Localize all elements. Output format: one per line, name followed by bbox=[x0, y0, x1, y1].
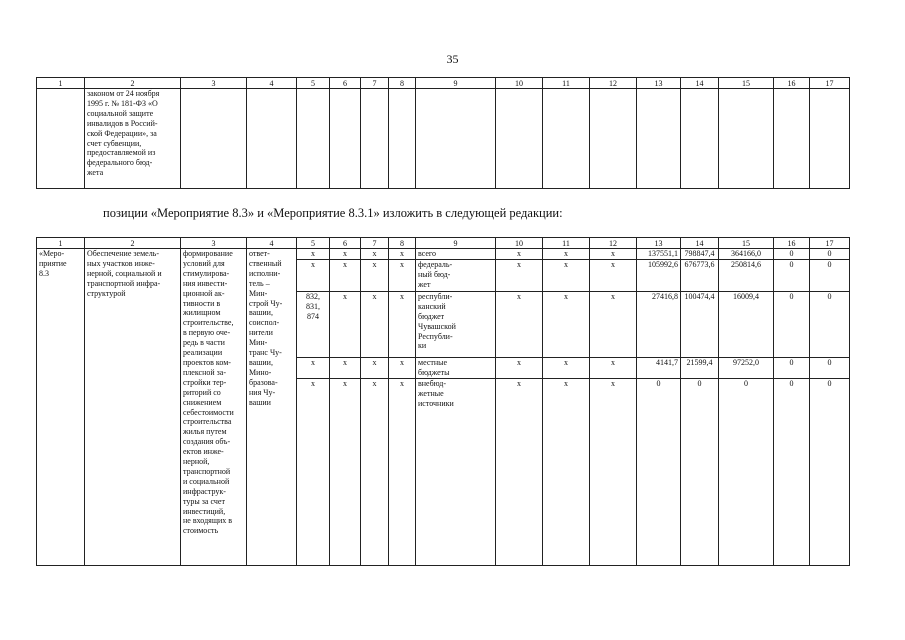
cell-c11: x bbox=[543, 259, 590, 291]
cell-c10: x bbox=[496, 249, 543, 260]
cell-c6: x bbox=[330, 259, 361, 291]
cell-c13: 0 bbox=[637, 378, 681, 565]
column-number: 3 bbox=[181, 238, 247, 249]
table-row bbox=[37, 249, 850, 260]
cell-c17: 0 bbox=[810, 249, 850, 260]
table-row bbox=[37, 89, 850, 189]
column-number: 1 bbox=[37, 78, 85, 89]
column-number: 2 bbox=[85, 238, 181, 249]
cell-c8: x bbox=[389, 378, 416, 565]
column-number: 9 bbox=[416, 238, 496, 249]
measure-id: «Меро- приятие 8.3 bbox=[37, 249, 85, 566]
cell-c10: x bbox=[496, 378, 543, 565]
page-number: 35 bbox=[446, 52, 459, 66]
cell-c14: 100474,4 bbox=[681, 291, 719, 357]
cell-c15: 97252,0 bbox=[719, 357, 774, 378]
cell-c7: x bbox=[361, 249, 389, 260]
cell-c17: 0 bbox=[810, 357, 850, 378]
cell-c16: 0 bbox=[774, 291, 810, 357]
cell-c15: 16009,4 bbox=[719, 291, 774, 357]
column-number: 2 bbox=[85, 78, 181, 89]
column-number: 15 bbox=[719, 238, 774, 249]
column-number: 16 bbox=[774, 238, 810, 249]
cell-c10: x bbox=[496, 259, 543, 291]
column-number: 15 bbox=[719, 78, 774, 89]
column-number: 3 bbox=[181, 78, 247, 89]
cell-source: федераль- ный бюд- жет bbox=[416, 259, 496, 291]
cell-c17: 0 bbox=[810, 291, 850, 357]
column-number: 10 bbox=[496, 238, 543, 249]
column-number: 11 bbox=[543, 78, 590, 89]
cell-c14: 798847,4 bbox=[681, 249, 719, 260]
measure-name: Обеспечение земель- ных участков инже- нерной, социальной и транспортной инфра- структурой bbox=[85, 249, 181, 566]
column-number: 5 bbox=[297, 78, 330, 89]
cell-c5: x bbox=[297, 378, 330, 565]
cell-c12: x bbox=[590, 357, 637, 378]
cell-c7: x bbox=[361, 357, 389, 378]
cell-c5: x bbox=[297, 249, 330, 260]
column-number: 10 bbox=[496, 78, 543, 89]
cell-c16: 0 bbox=[774, 378, 810, 565]
column-number: 17 bbox=[810, 238, 850, 249]
column-number: 16 bbox=[774, 78, 810, 89]
cell-c8: x bbox=[389, 259, 416, 291]
cell-c8: x bbox=[389, 249, 416, 260]
column-number: 8 bbox=[389, 238, 416, 249]
column-number: 12 bbox=[590, 238, 637, 249]
cell-c5: x bbox=[297, 259, 330, 291]
cell-c12: x bbox=[590, 291, 637, 357]
cell-c11: x bbox=[543, 249, 590, 260]
column-number: 6 bbox=[330, 238, 361, 249]
cell-c16: 0 bbox=[774, 259, 810, 291]
column-number: 14 bbox=[681, 238, 719, 249]
column-number: 5 bbox=[297, 238, 330, 249]
column-number: 9 bbox=[416, 78, 496, 89]
cell-source: всего bbox=[416, 249, 496, 260]
cell-c6: x bbox=[330, 291, 361, 357]
column-number-row bbox=[37, 78, 850, 89]
column-number: 11 bbox=[543, 238, 590, 249]
amendment-paragraph: позиции «Мероприятие 8.3» и «Мероприятие 8.3.1» изложить в следующей редакции: bbox=[103, 206, 563, 220]
column-number: 4 bbox=[247, 78, 297, 89]
column-number: 7 bbox=[361, 78, 389, 89]
table-measure-8-3 bbox=[36, 237, 850, 566]
cell-c15: 364166,0 bbox=[719, 249, 774, 260]
table1-col2-text: законом от 24 ноября 1995 г. № 181-ФЗ «О социальной защите инвалидов в Россий- ской Федерации», за счет субвенции, предоставляемой из федерального бюд- жета bbox=[85, 89, 181, 189]
cell-c11: x bbox=[543, 357, 590, 378]
cell-c13: 137551,1 bbox=[637, 249, 681, 260]
table-continuation bbox=[36, 77, 850, 189]
cell-c13: 105992,6 bbox=[637, 259, 681, 291]
cell-c10: x bbox=[496, 357, 543, 378]
cell-c5: x bbox=[297, 357, 330, 378]
column-number: 13 bbox=[637, 238, 681, 249]
cell-c17: 0 bbox=[810, 259, 850, 291]
cell-c6: x bbox=[330, 357, 361, 378]
cell-c10: x bbox=[496, 291, 543, 357]
cell-c12: x bbox=[590, 378, 637, 565]
column-number-row bbox=[37, 238, 850, 249]
cell-c11: x bbox=[543, 378, 590, 565]
cell-c14: 0 bbox=[681, 378, 719, 565]
measure-goal: формирование условий для стимулирова- ния инвести- ционной ак- тивности в жилищном строительстве, в первую оче- редь в части реализации проектов ком- плексной за- стройки тер- риторий со снижением себестоимости строительства жилья путем создания объ- ектов инже- нерной, транспортной и социальной инфраструк- туры за счет инвестиций, не входящих в стоимость bbox=[181, 249, 247, 566]
cell-c5: 832, 831, 874 bbox=[297, 291, 330, 357]
cell-c7: x bbox=[361, 378, 389, 565]
measure-executors: ответ- ственный исполни- тель – Мин- строй Чу- вашии, соиспол- нители Мин- транс Чу- вашии, Мино- бразова- ния Чу- вашии bbox=[247, 249, 297, 566]
cell-c16: 0 bbox=[774, 357, 810, 378]
cell-c6: x bbox=[330, 249, 361, 260]
column-number: 6 bbox=[330, 78, 361, 89]
cell-source: внебюд- жетные источники bbox=[416, 378, 496, 565]
cell-source: местные бюджеты bbox=[416, 357, 496, 378]
cell-c11: x bbox=[543, 291, 590, 357]
cell-c15: 0 bbox=[719, 378, 774, 565]
column-number: 12 bbox=[590, 78, 637, 89]
cell-c12: x bbox=[590, 249, 637, 260]
cell-c13: 27416,8 bbox=[637, 291, 681, 357]
cell-c13: 4141,7 bbox=[637, 357, 681, 378]
cell-c7: x bbox=[361, 259, 389, 291]
column-number: 14 bbox=[681, 78, 719, 89]
cell-c8: x bbox=[389, 357, 416, 378]
cell-c14: 21599,4 bbox=[681, 357, 719, 378]
column-number: 7 bbox=[361, 238, 389, 249]
cell-c7: x bbox=[361, 291, 389, 357]
column-number: 8 bbox=[389, 78, 416, 89]
cell-c15: 250814,6 bbox=[719, 259, 774, 291]
cell-c14: 676773,6 bbox=[681, 259, 719, 291]
cell-c17: 0 bbox=[810, 378, 850, 565]
cell-source: республи- канский бюджет Чувашской Республи- ки bbox=[416, 291, 496, 357]
cell-c16: 0 bbox=[774, 249, 810, 260]
column-number: 4 bbox=[247, 238, 297, 249]
column-number: 1 bbox=[37, 238, 85, 249]
cell-c6: x bbox=[330, 378, 361, 565]
column-number: 17 bbox=[810, 78, 850, 89]
column-number: 13 bbox=[637, 78, 681, 89]
cell-c8: x bbox=[389, 291, 416, 357]
cell-c12: x bbox=[590, 259, 637, 291]
